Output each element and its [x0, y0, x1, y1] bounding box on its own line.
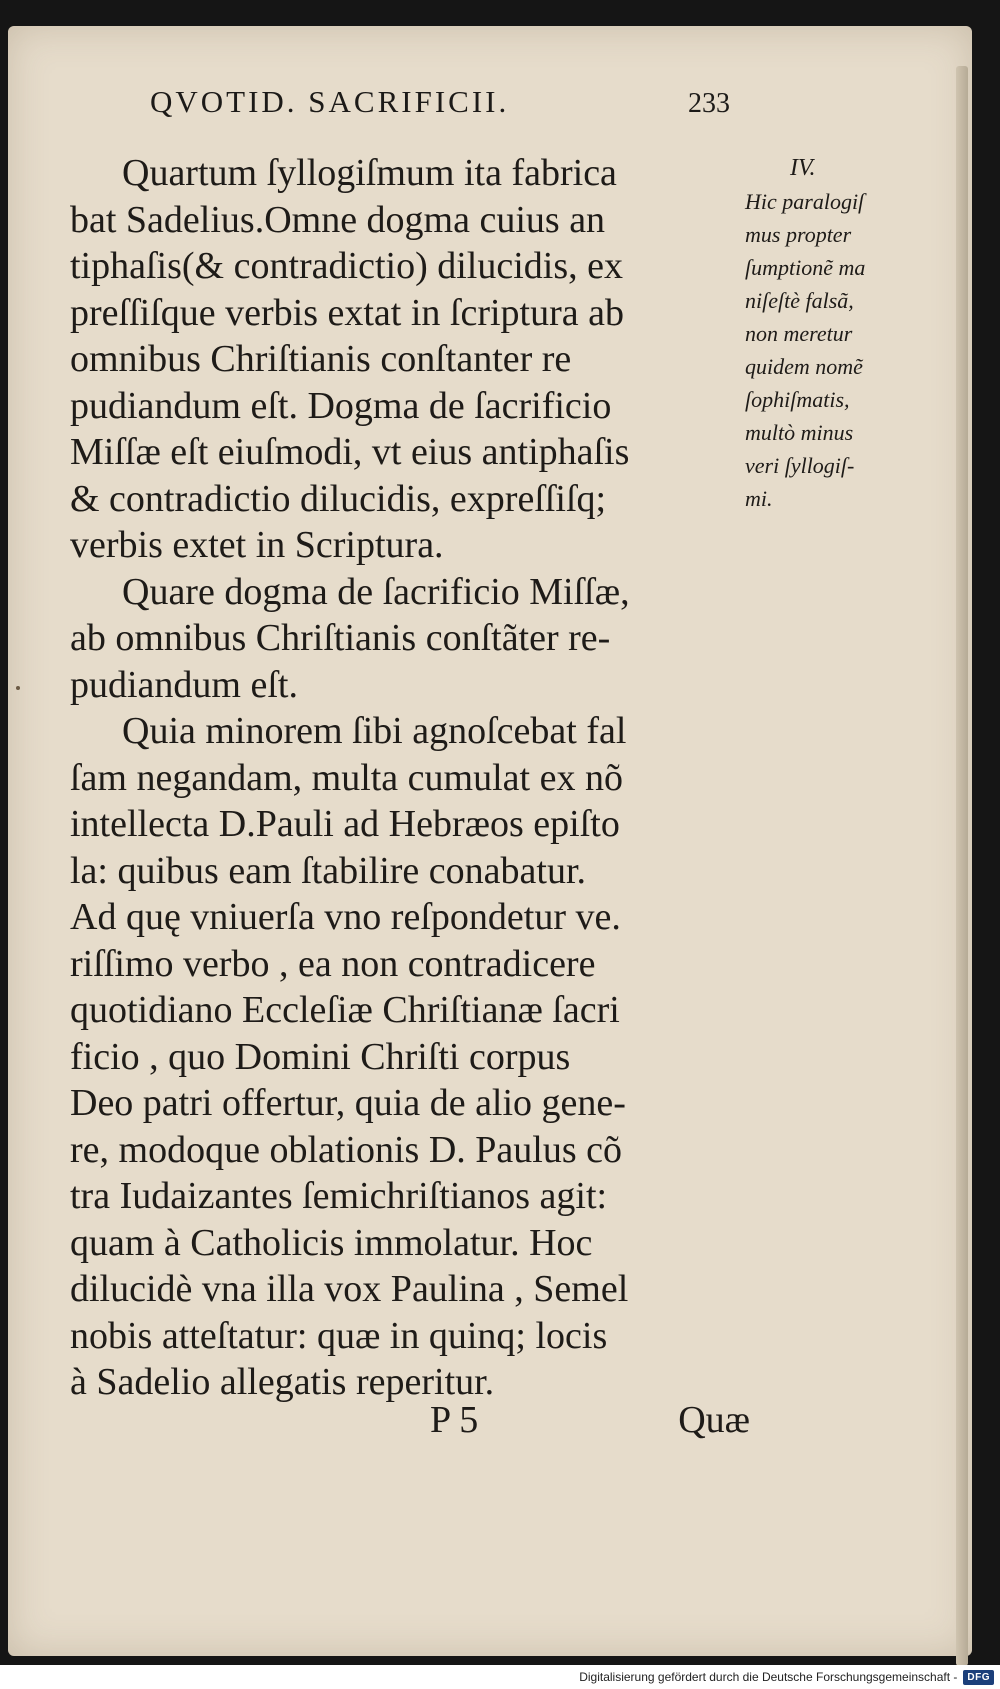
- marginal-note-line: mi.: [745, 486, 773, 511]
- text-line: bat Sadelius.Omne dogma cuius an: [70, 198, 606, 241]
- text-line: pudiandum eſt. Dogma de ſacrificio: [70, 384, 612, 427]
- text-line: re, modoque oblationis D. Paulus cõ: [70, 1128, 622, 1171]
- marginal-note-line: ſophiſmatis,: [745, 387, 850, 412]
- running-title: QVOTID. SACRIFICII.: [150, 84, 510, 119]
- marginal-note-line: multò minus: [745, 420, 854, 445]
- paper-speck: [16, 686, 20, 690]
- text-line: à Sadelio allegatis reperitur.: [70, 1361, 495, 1403]
- text-line: Miſſæ eſt eiuſmodi, vt eius antiphaſis: [70, 431, 630, 473]
- text-line: tra Iudaizantes ſemichriſtianos agit:: [70, 1175, 608, 1217]
- page-number: 233: [688, 88, 730, 119]
- marginal-note-line: quidem nomẽ: [745, 354, 863, 379]
- text-line: verbis extet in Scriptura.: [70, 524, 444, 566]
- page-footer: [70, 1398, 750, 1448]
- text-line: Quare dogma de ſacrificio Miſſæ,: [122, 570, 630, 613]
- text-line: quam à Catholicis immolatur. Hoc: [70, 1221, 593, 1264]
- text-line: ab omnibus Chriſtianis conſtãter re-: [70, 617, 611, 659]
- marginal-note-line: non meretur: [745, 321, 853, 346]
- marginal-note-line: veri ſyllogiſ-: [745, 453, 855, 478]
- text-line: riſſimo verbo , ea non contradicere: [70, 942, 596, 985]
- text-line: Deo patri offertur, quia de alio gene-: [70, 1082, 626, 1124]
- page-edge: [956, 66, 968, 1666]
- text-line: dilucidè vna illa vox Paulina , Semel: [70, 1268, 629, 1310]
- marginal-note: [745, 152, 915, 515]
- catchword: Quæ: [678, 1399, 750, 1441]
- main-text-block: [70, 150, 750, 1406]
- text-line: pudiandum eſt.: [70, 663, 298, 706]
- text-line: tiphaſis(& contradictio) dilucidis, ex: [70, 245, 623, 287]
- digitization-credit-bar: [0, 1665, 1000, 1689]
- text-line: ſam negandam, multa cumulat ex nõ: [70, 756, 623, 799]
- running-head: [150, 84, 730, 120]
- text-line: nobis atteſtatur: quæ in quinq; locis: [70, 1314, 608, 1357]
- marginal-note-line: Hic paralogiſ: [745, 189, 865, 214]
- text-line: la: quibus eam ſtabilire conabatur.: [70, 849, 587, 892]
- marginal-note-line: ſumptionẽ ma: [745, 255, 866, 280]
- signature-mark: P 5: [430, 1399, 479, 1441]
- marginal-note-line: mus propter: [745, 222, 852, 247]
- text-line: quotidiano Eccleſiæ Chriſtianæ ſacri: [70, 989, 620, 1031]
- text-line: omnibus Chriſtianis conſtanter re: [70, 338, 572, 380]
- dfg-logo-icon: DFG: [963, 1670, 994, 1685]
- text-line: Quia minorem ſibi agnoſcebat fal: [122, 710, 627, 752]
- marginal-note-line: niſeſtè falsã,: [745, 288, 854, 313]
- text-line: Quartum ſyllogiſmum ita fabrica: [122, 152, 617, 194]
- text-line: intellecta D.Pauli ad Hebræos epiſto: [70, 803, 620, 845]
- credit-text: Digitalisierung gefördert durch die Deutsche Forschungsgemeinschaft -: [579, 1670, 958, 1684]
- marginal-note-number: IV.: [790, 155, 816, 181]
- text-line: & contradictio dilucidis, expreſſiſq;: [70, 477, 607, 520]
- text-line: Ad quę vniuerſa vno reſpondetur ve.: [70, 896, 621, 938]
- text-line: preſſiſque verbis extat in ſcriptura ab: [70, 291, 624, 334]
- text-line: ficio , quo Domini Chriſti corpus: [70, 1035, 571, 1078]
